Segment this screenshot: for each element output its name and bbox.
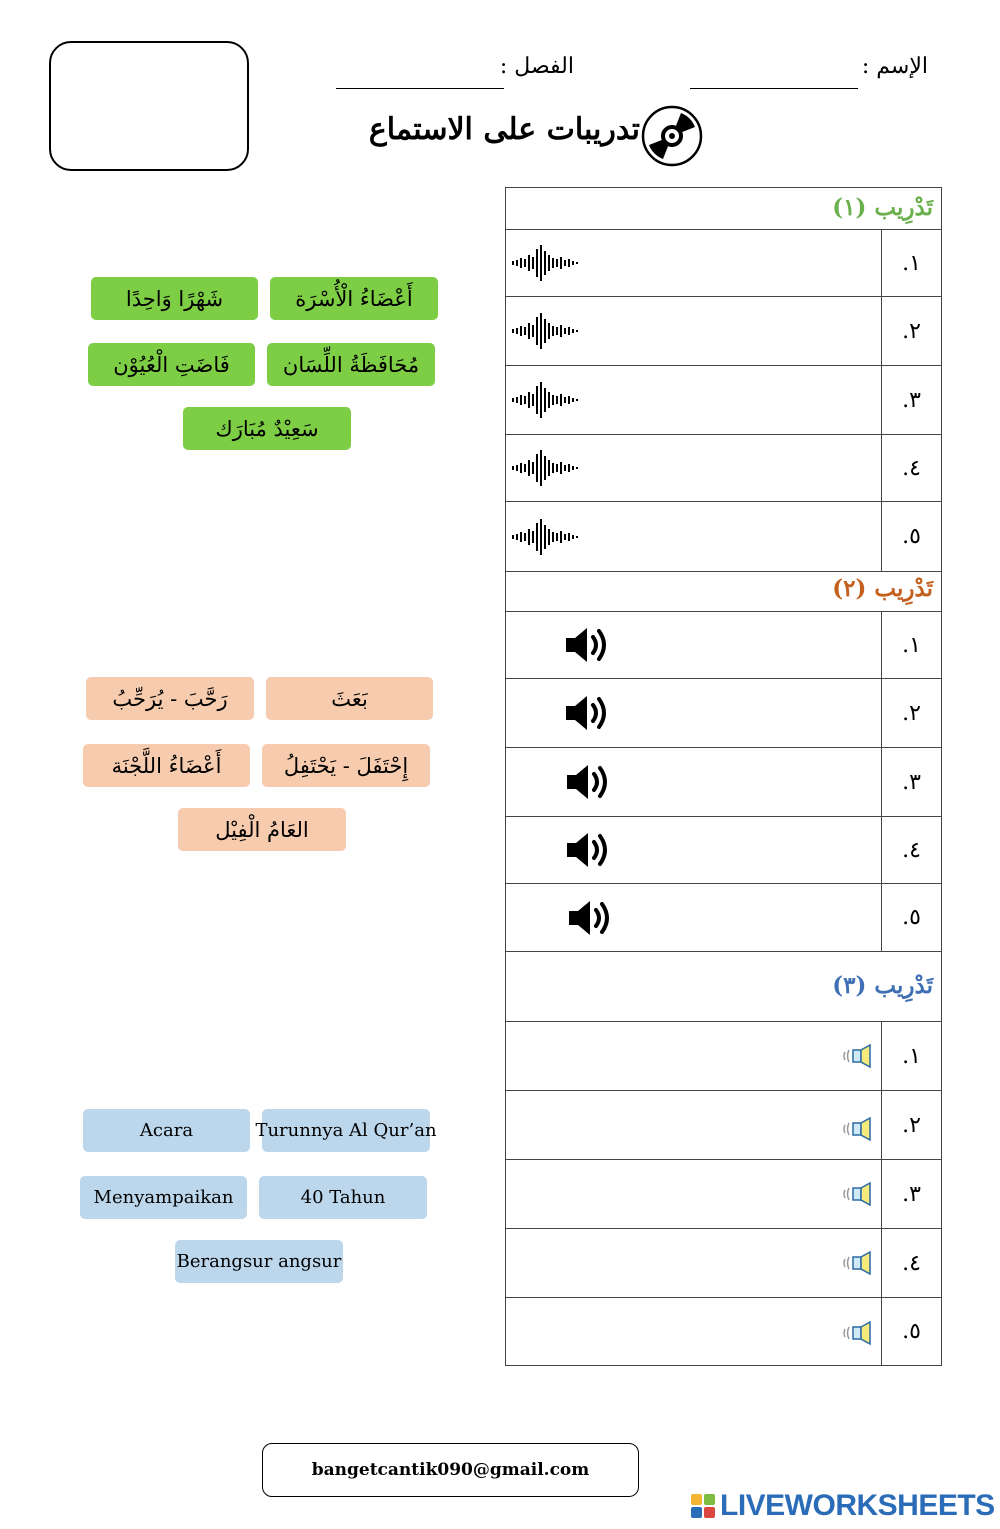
exercise-3-row: [506, 1090, 941, 1159]
row-number: ٤.: [881, 1229, 941, 1297]
name-input-line[interactable]: [690, 88, 858, 89]
row-number: ٢.: [881, 1091, 941, 1159]
audio-waveform-icon[interactable]: [510, 448, 582, 488]
exercise-2-row: [506, 747, 941, 816]
answer-chip[interactable]: Acara: [83, 1109, 250, 1152]
row-number: ٣.: [881, 748, 941, 816]
answer-chip[interactable]: سَعِيْدٌ مُبَارَك: [183, 407, 351, 450]
exercise-3-title: تَدْرِيب (٣): [832, 972, 933, 999]
row-number: ٢.: [881, 297, 941, 365]
row-number: ٥.: [881, 884, 941, 951]
small-speaker-icon[interactable]: [841, 1250, 875, 1276]
audio-waveform-icon[interactable]: [510, 517, 582, 557]
liveworksheets-brand: LIVEWORKSHEETS: [720, 1489, 995, 1522]
answer-chip[interactable]: 40 Tahun: [259, 1176, 427, 1219]
audio-waveform-icon[interactable]: [510, 380, 582, 420]
small-speaker-icon[interactable]: [841, 1181, 875, 1207]
exercise-2-row: [506, 611, 941, 678]
row-number: ٣.: [881, 366, 941, 434]
exercise-1-row: [506, 434, 941, 501]
row-number: ٢.: [881, 679, 941, 747]
row-number: ١.: [881, 1022, 941, 1090]
audio-waveform-icon[interactable]: [510, 243, 582, 283]
exercise-2-header: [506, 571, 941, 611]
answer-chip[interactable]: شَهْرًا وَاحِدًا: [91, 277, 258, 320]
exercise-1-row: [506, 365, 941, 434]
speaker-volume-icon[interactable]: [564, 693, 612, 733]
speaker-volume-icon[interactable]: [567, 898, 615, 938]
liveworksheets-logo-icon: [690, 1493, 716, 1519]
speaker-volume-icon[interactable]: [565, 762, 613, 802]
class-label: الفصل :: [499, 54, 574, 79]
row-number: ٤.: [881, 817, 941, 883]
exercise-1-title: تَدْرِيب (١): [832, 194, 933, 221]
score-box: [49, 41, 249, 171]
exercise-1-row: [506, 229, 941, 296]
exercise-1-row: [506, 296, 941, 365]
page-title: تدريبات على الاستماع: [368, 112, 640, 147]
answer-chip[interactable]: بَعَثَ: [266, 677, 433, 720]
exercise-1-row: [506, 501, 941, 571]
audio-waveform-icon[interactable]: [510, 311, 582, 351]
exercise-3-row: [506, 1297, 941, 1365]
exercise-2-title: تَدْرِيب (٢): [832, 575, 933, 602]
row-number: ٣.: [881, 1160, 941, 1228]
exercise-3-row: [506, 1021, 941, 1090]
answer-chip[interactable]: Menyampaikan: [80, 1176, 247, 1219]
answer-chip[interactable]: Berangsur angsur: [175, 1240, 343, 1283]
answer-chip[interactable]: أَعْضَاءُ الْأُسْرَة: [270, 277, 438, 320]
exercise-2-row: [506, 816, 941, 883]
liveworksheets-logo: [690, 1488, 995, 1524]
answer-chip[interactable]: مُحَافَظَةُ اللِّسَان: [267, 343, 435, 386]
exercise-3-row: [506, 1159, 941, 1228]
exercise-3-header: [506, 951, 941, 1021]
row-number: ١.: [881, 612, 941, 678]
row-number: ١.: [881, 230, 941, 296]
exercise-2-row: [506, 678, 941, 747]
exercise-2-row: [506, 883, 941, 951]
class-input-line[interactable]: [336, 88, 504, 89]
small-speaker-icon[interactable]: [841, 1320, 875, 1346]
exercise-3-row: [506, 1228, 941, 1297]
answer-chip[interactable]: فَاضَتِ الْعُيُوْن: [88, 343, 255, 386]
small-speaker-icon[interactable]: [841, 1043, 875, 1069]
author-email: bangetcantik090@gmail.com: [262, 1443, 639, 1497]
name-label: الإسم :: [861, 54, 928, 79]
answer-chip[interactable]: رَحَّبَ - يُرَحِّبُ: [86, 677, 254, 720]
row-number: ٥.: [881, 1298, 941, 1365]
row-number: ٤.: [881, 435, 941, 501]
answer-chip[interactable]: Turunnya Al Qur’an: [262, 1109, 430, 1152]
row-number: ٥.: [881, 502, 941, 571]
exercise-table: [505, 187, 942, 1366]
speaker-volume-icon[interactable]: [564, 625, 612, 665]
speaker-volume-icon[interactable]: [565, 830, 613, 870]
exercise-1-header: [506, 188, 941, 229]
answer-chip[interactable]: أَعْضَاءُ اللَّجْنَة: [83, 744, 250, 787]
small-speaker-icon[interactable]: [841, 1116, 875, 1142]
cd-disc-icon: [641, 105, 703, 167]
answer-chip[interactable]: العَامُ الْفِيْل: [178, 808, 346, 851]
answer-chip[interactable]: إِحْتَفَلَ - يَحْتَفِلُ: [262, 744, 430, 787]
